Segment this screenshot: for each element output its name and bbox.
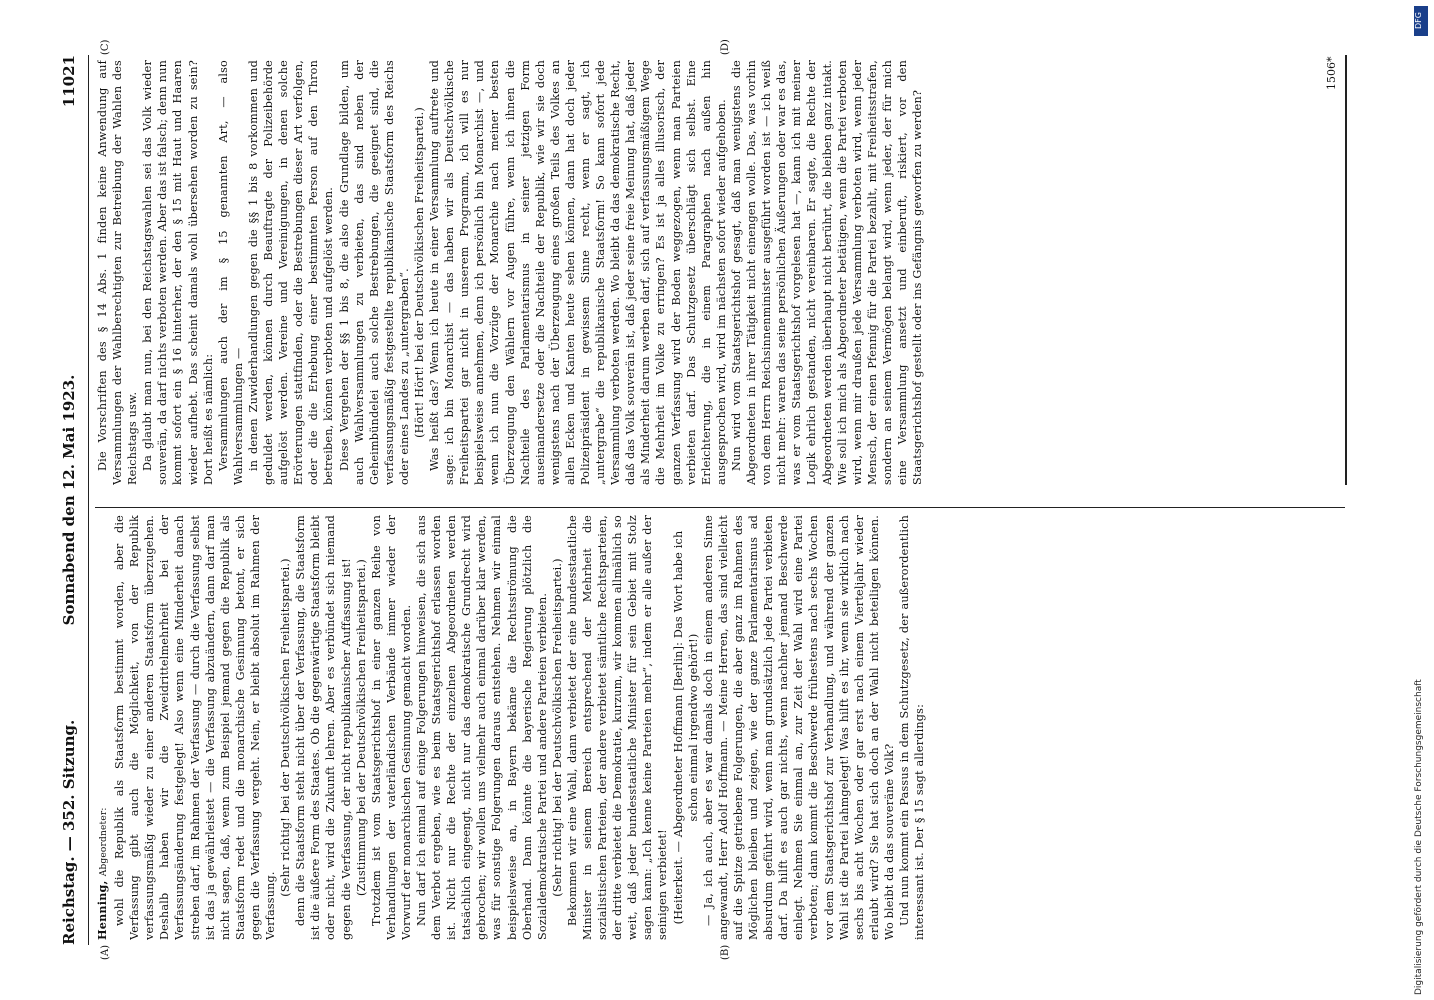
interjection: (Zustimmung bei der Deutschvölkischen Freiheitspartei.) xyxy=(354,559,368,896)
left-column xyxy=(95,515,1335,940)
marker-b: (B) xyxy=(720,944,731,960)
header-left: Reichstag. — 352. Sitzung. xyxy=(60,719,78,945)
dfg-logo: DFG xyxy=(1414,6,1428,36)
header-date: Sonnabend den 12. Mai 1923. xyxy=(60,374,78,626)
marker-a: (A) xyxy=(100,944,111,960)
right-column xyxy=(95,60,1335,485)
paragraph: in denen Zuwiderhandlungen gegen die §§ 1 bis 8 vorkommen und geduldet werden, können durch Beauftragte der Polizeibehörde aufgelöst werden. Vereine und Vereinigungen, in denen solche Erörterungen stattfinden, oder die Bestrebungen dieser Art verfolgen, oder die die Erhebung einer bestimmten Person auf den Thron betreiben, können verboten und aufgelöst werden. xyxy=(246,60,336,485)
page-header xyxy=(60,55,86,945)
header-rule xyxy=(88,55,89,945)
paragraph: wohl die Republik als Staatsform bestimmt worden, aber die Verfassung gibt auch die Möglichkeit, von der Republik verfassungsmäßig wieder zu einer anderen Staatsform überzugehen. Deshalb haben wir die Zweidrittelmehrheit bei der Verfassungsänderung festgelegt! Also wenn eine Minderheit danach streben darf, im Rahmen der Verfassung — durch die Verfassung selbst ist das ja gewährleistet — die Verfassung abzuändern, dann darf man nicht sagen, daß, wenn zum Beispiel jemand gegen die Republik als Staatsform redet und die monarchische Gesinnung betont, er sich gegen die Verfassung vergeht. Nein, er bleibt absolut im Rahmen der Verfassung. xyxy=(113,515,278,940)
interjection: (Hört! Hört! bei der Deutschvölkischen Freiheitspartei.) xyxy=(412,107,426,438)
marker-c: (C) xyxy=(100,39,111,55)
speaker-role: Abgeordneter: xyxy=(99,807,109,877)
paragraph: Nun wird vom Staatsgerichtshof gesagt, daß man wenigstens die Abgeordneten in ihrer Tätigkeit nicht einengen wolle. Das, was vorhin von dem Herrn Reichsinnenminister ausgeführt worden ist — ich weiß nicht mehr: waren das seine persönlichen Äußerungen oder war es das, was er vom Staatsgerichtshof vorgelesen hat —, kann ich mit meiner Logik ehrlich gestanden, nicht vereinbaren. Er sagte, die Rechte der Abgeordneten werden überhaupt nicht berührt, die bleiben ganz intakt. Wie soll ich mich als Abgeordneter betätigen, wenn die Partei verboten wird, wenn mir draußen jede Versammlung verboten wird, wenn jeder Mensch, der einen Pfennig für die Partei bezahlt, mit Freiheitsstrafen, sondern an seinem Vermögen belangt wird, wenn jeder, der für mich eine Versammlung ansetzt und einberuft, riskiert, vor den Staatsgerichtshof gestellt oder ins Gefängnis geworfen zu werden? xyxy=(729,60,925,485)
digitization-credit xyxy=(1414,10,1428,995)
signature-number: 1506* xyxy=(1325,56,1338,90)
speaker-line xyxy=(95,515,112,940)
paragraph: Trotzdem ist vom Staatsgerichtshof in einer ganzen Reihe von Verhandlungen der vaterländischen Verbände immer wieder der Vorwurf der monarchischen Gesinnung gemacht worden. xyxy=(369,515,413,940)
interjection: (Sehr richtig! bei der Deutschvölkischen Freiheitspartei.) xyxy=(279,558,293,897)
paragraph: — Ja, ich auch, aber es war damals doch in einem anderen Sinne angewandt, Herr Adolf Hoffmann. — Meine Herren, das sind vielleicht auf die Spitze getriebene Folgerungen, die aber ganz im Rahmen des Möglichen bleiben und zeigen, wie der ganze Parlamentarismus ad absurdum geführt wird, wenn man grundsätzlich jede Partei verbieten darf. Da hilft es auch gar nichts, wenn nachher jemand Beschwerde einlegt. Nehmen Sie einmal an, zur Zeit der Wahl wird eine Partei verboten; dann kommt die Beschwerde frühestens nach sechs Wochen vor dem Staatsgerichtshof zur Verhandlung, und während der ganzen Wahl ist die Partei lahmgelegt! Was hilft es ihr, wenn sie wirklich nach sechs bis acht Wochen oder gar erst nach einem Vierteljahr wieder erlaubt wird? Sie hat sich doch an der Wahl nicht beteiligen können. Wo bleibt da das souveräne Volk? xyxy=(701,515,896,940)
paragraph: Da glaubt man nun, bei den Reichstagswahlen sei das Volk wieder souverän, da darf nichts verboten werden. Aber das ist falsch; denn nun kommt sofort ein § 16 hinterher, der den § 15 mit Haut und Haaren wieder aufhebt. Das scheint damals wohl übersehen worden zu sein? Dort heißt es nämlich: xyxy=(141,60,215,485)
paragraph: Nun darf ich einmal auf einige Folgerungen hinweisen, die sich aus dem Verbot ergeben, wie es beim Staatsgerichtshof erlassen worden ist. Nicht nur die Rechte der einzelnen Abgeordneten werden tatsächlich eingeengt, nicht nur das demokratische Grundrecht wird gebrochen; wir wollen uns vielmehr auch einmal darüber klar werden, was für sonstige Folgerungen daraus entstehen. Nehmen wir einmal beispielsweise an, in Bayern bekäme die Rechtsströmung die Oberhand. Dann könnte die bayerische Regierung plötzlich die Sozialdemokratische Partei und andere Parteien verbieten. xyxy=(414,515,549,940)
paragraph: Was heißt das? Wenn ich heute in einer Versammlung auftrete und sage: ich bin Monarchist — das haben wir als Deutschvölkische Freiheitspartei gar nicht in unserem Programm, ich will es nur beispielsweise annehmen, denn ich persönlich bin Monarchist —, und wenn ich nun die Vorzüge der Monarchie nach meiner besten Überzeugung den Wählern vor Augen führe, wenn ich ihnen die Nachteile des Parlamentarismus in seiner jetzigen Form auseinandersetze oder die Nachteile der Republik, wie wir sie doch wenigstens nach der Überzeugung eines großen Teils des Volkes an allen Ecken und Kanten heute sehen können, dann hat doch jeder Polizeipräsident in gewissem Sinne recht, wenn er sagt, ich „untergrabe“ die republikanische Staatsform! So kann sofort jede Versammlung verboten werden. Wo bleibt da das demokratische Recht, daß das Volk souverän ist, daß jeder seine freie Meinung hat, daß jeder als Minderheit darum werben darf, sich auf verfassungsmäßigem Wege die Mehrheit im Volke zu erringen? Es ist ja alles illusorisch, der ganzen Verfassung wird der Boden weggezogen, wenn man Parteien verbieten darf. Das Schutzgesetz überschlägt sich selbst. Eine Erleichterung, die in einem Paragraphen nach außen hin ausgesprochen wird, wird im nächsten sofort wieder aufgehoben. xyxy=(428,60,728,485)
interjection: (Sehr richtig! bei der Deutschvölkischen Freiheitspartei.) xyxy=(550,558,564,897)
bottom-rule xyxy=(1345,55,1347,485)
credit-text: Digitalisierung gefördert durch die Deutsche Forschungsgemeinschaft xyxy=(1414,679,1424,995)
paragraph: Versammlungen auch der im § 15 genannten Art, — also Wahlversammlungen — xyxy=(216,60,245,485)
header-page-number: 11021 xyxy=(60,55,78,108)
column-divider xyxy=(95,507,1345,508)
speaker-name: Henning, xyxy=(95,876,109,940)
paragraph: Und nun kommt ein Passus in dem Schutzgesetz, der außerordentlich interessant ist. Der § 15 sagt allerdings: xyxy=(897,515,927,940)
paragraph: Bekommen wir eine Wahl, dann verbietet der eine bundesstaatliche Minister in seinem Bereich entsprechend der Mehrheit die sozialistischen Parteien, der andere verbietet sämtliche Rechtsparteien, der dritte verbietet die Demokratie, kurzum, wir kommen allmählich so weit, daß jeder bundesstaatliche Minister für sein Gebiet mit Stolz sagen kann: „Ich kenne keine Parteien mehr“, indem er alle außer der seinigen verbietet! xyxy=(565,515,670,940)
paragraph: Die Vorschriften des § 14 Abs. 1 finden keine Anwendung auf Versammlungen der Wahlberechtigten zur Betreibung der Wahlen des Reichstags usw. xyxy=(96,60,140,485)
marker-d: (D) xyxy=(720,39,731,55)
interjection: (Heiterkeit. — Abgeordneter Hoffmann [Berlin]: Das Wort habe ich schon einmal irgendwo gehört!) xyxy=(671,530,700,925)
paragraph: Diese Vergehen der §§ 1 bis 8, die also die Grundlage bilden, um auch Wahlversammlungen zu verbieten, das sind neben der Geheimbündelei auch solche Bestrebungen, die geeignet sind, die verfassungsmäßig festgestellte republikanische Staatsform des Reichs oder eines Landes zu „untergraben“. xyxy=(337,60,411,485)
paragraph: denn die Staatsform steht nicht über der Verfassung, die Staatsform ist die äußere Form des Staates. Ob die gegenwärtige Staatsform bleibt oder nicht, wird die Zukunft lehren. Aber es verbündet sich niemand gegen die Verfassung, der nicht republikanischer Auffassung ist! xyxy=(294,515,353,940)
